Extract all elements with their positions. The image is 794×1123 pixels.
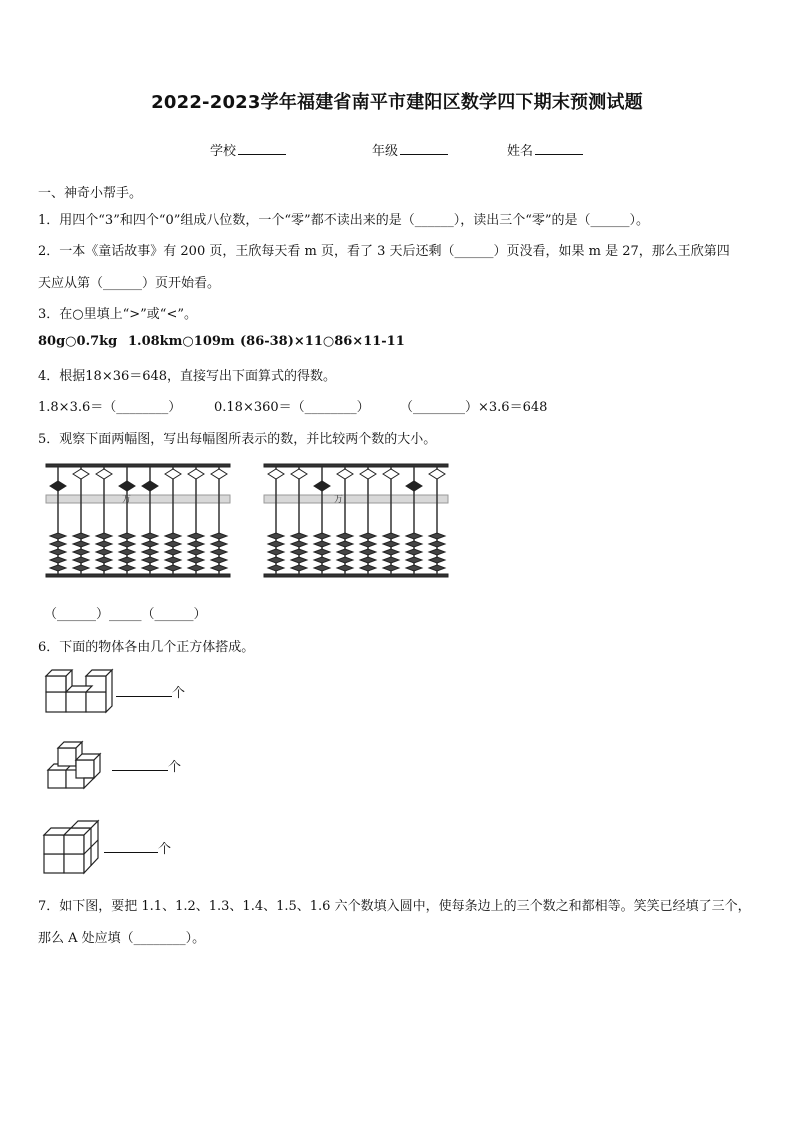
abacus-bead bbox=[383, 533, 399, 539]
abacus-bead bbox=[429, 557, 445, 563]
cube-answer-1 bbox=[116, 682, 185, 701]
question-2-line-1: 2．一本《童话故事》有 200 页，王欣每天看 m 页，看了 3 天后还剩（______）页没看，如果 m 是 27，那么王欣第四 bbox=[38, 244, 730, 259]
abacus-bead bbox=[188, 557, 204, 563]
abacus-bead bbox=[429, 533, 445, 539]
abacus-bead bbox=[142, 565, 158, 571]
abacus-bead bbox=[314, 541, 330, 547]
school-blank bbox=[238, 142, 286, 155]
abacus-bead bbox=[383, 469, 399, 479]
question-6: 6．下面的物体各由几个正方体搭成。 bbox=[38, 640, 255, 655]
abacus-bead bbox=[96, 557, 112, 563]
abacus-bead bbox=[50, 565, 66, 571]
abacus-bead bbox=[406, 549, 422, 555]
abacus-bead bbox=[211, 541, 227, 547]
abacus-bead bbox=[50, 481, 66, 491]
abacus-bead bbox=[406, 557, 422, 563]
abacus-bead bbox=[73, 469, 89, 479]
abacus-bead bbox=[337, 533, 353, 539]
grade-label: 年级 bbox=[372, 144, 399, 159]
abacus-right bbox=[262, 462, 452, 582]
abacus-bead bbox=[96, 565, 112, 571]
abacus-bead bbox=[165, 533, 181, 539]
cube-answer-3 bbox=[104, 838, 171, 857]
abacus-right-label: 万 bbox=[334, 494, 344, 504]
abacus-bead bbox=[383, 557, 399, 563]
abacus-bead bbox=[142, 481, 158, 491]
grade-blank bbox=[400, 142, 448, 155]
abacus-bead bbox=[337, 541, 353, 547]
abacus-bead bbox=[268, 533, 284, 539]
abacus-bead bbox=[383, 565, 399, 571]
abacus-bead bbox=[314, 557, 330, 563]
abacus-bead bbox=[429, 549, 445, 555]
abacus-bead bbox=[360, 469, 376, 479]
abacus-bead bbox=[314, 533, 330, 539]
abacus-bead bbox=[211, 565, 227, 571]
abacus-bead bbox=[165, 565, 181, 571]
abacus-bead bbox=[291, 533, 307, 539]
abacus-left bbox=[44, 462, 234, 582]
abacus-bead bbox=[360, 565, 376, 571]
abacus-bead bbox=[268, 469, 284, 479]
abacus-bead bbox=[165, 549, 181, 555]
abacus-bead bbox=[406, 533, 422, 539]
cube-figure-1 bbox=[44, 668, 114, 716]
question-2-line-2: 天应从第（______）页开始看。 bbox=[38, 276, 221, 291]
abacus-bead bbox=[314, 565, 330, 571]
abacus-bead bbox=[314, 549, 330, 555]
abacus-bead bbox=[142, 541, 158, 547]
abacus-bead bbox=[360, 557, 376, 563]
abacus-bead bbox=[429, 565, 445, 571]
abacus-bead bbox=[211, 469, 227, 479]
question-5: 5．观察下面两幅图，写出每幅图所表示的数，并比较两个数的大小。 bbox=[38, 432, 437, 447]
abacus-bead bbox=[337, 565, 353, 571]
abacus-bead bbox=[383, 541, 399, 547]
abacus-bead bbox=[268, 541, 284, 547]
q4-item-2: 0.18×360＝（________） bbox=[214, 400, 370, 415]
name-label: 姓名 bbox=[507, 144, 534, 159]
abacus-bead bbox=[291, 469, 307, 479]
abacus-bead bbox=[429, 541, 445, 547]
abacus-left-label: 万 bbox=[122, 494, 132, 504]
abacus-bead bbox=[142, 549, 158, 555]
question-4: 4．根据18×36＝648，直接写出下面算式的得数。 bbox=[38, 369, 337, 384]
abacus-bead bbox=[337, 557, 353, 563]
abacus-bead bbox=[119, 565, 135, 571]
abacus-bead bbox=[268, 565, 284, 571]
abacus-bead bbox=[73, 533, 89, 539]
name-blank bbox=[535, 142, 583, 155]
cube-answer-2 bbox=[112, 756, 181, 775]
abacus-bead bbox=[119, 557, 135, 563]
abacus-bead bbox=[165, 469, 181, 479]
abacus-bead bbox=[165, 541, 181, 547]
q4-item-1: 1.8×3.6＝（________） bbox=[38, 400, 182, 415]
abacus-bead bbox=[211, 533, 227, 539]
abacus-bead bbox=[73, 549, 89, 555]
abacus-bead bbox=[268, 549, 284, 555]
name-field bbox=[507, 140, 583, 159]
abacus-bead bbox=[142, 533, 158, 539]
abacus-bead bbox=[50, 549, 66, 555]
abacus-bead bbox=[96, 469, 112, 479]
abacus-bead bbox=[314, 481, 330, 491]
abacus-bead bbox=[96, 549, 112, 555]
abacus-bead bbox=[268, 557, 284, 563]
q4-item-3: （________）×3.6＝648 bbox=[400, 400, 548, 415]
abacus-bead bbox=[119, 481, 135, 491]
q3-item-2: 1.08km○109m bbox=[128, 334, 235, 349]
abacus-bead bbox=[188, 541, 204, 547]
q3-item-3: (86-38)×11○86×11-11 bbox=[240, 334, 405, 349]
abacus-bead bbox=[73, 565, 89, 571]
cube-unit-3: 个 bbox=[158, 842, 172, 857]
abacus-bead bbox=[188, 533, 204, 539]
abacus-bead bbox=[73, 557, 89, 563]
abacus-bead bbox=[50, 541, 66, 547]
abacus-bead bbox=[211, 557, 227, 563]
question-7-line-2: 那么 A 处应填（________）。 bbox=[38, 931, 206, 946]
abacus-bead bbox=[119, 549, 135, 555]
question-3: 3．在○里填上“>”或“<”。 bbox=[38, 307, 197, 322]
abacus-bead bbox=[360, 549, 376, 555]
q3-item-1: 80g○0.7kg bbox=[38, 334, 118, 349]
abacus-bead bbox=[142, 557, 158, 563]
abacus-bead bbox=[165, 557, 181, 563]
abacus-bead bbox=[406, 565, 422, 571]
abacus-bead bbox=[211, 549, 227, 555]
q5-answer: （______）_____（______） bbox=[44, 607, 207, 622]
abacus-bead bbox=[429, 469, 445, 479]
abacus-bead bbox=[291, 565, 307, 571]
abacus-bead bbox=[50, 533, 66, 539]
cube-unit-1: 个 bbox=[172, 686, 186, 701]
abacus-bead bbox=[291, 541, 307, 547]
abacus-bead bbox=[96, 541, 112, 547]
abacus-bead bbox=[119, 541, 135, 547]
question-7-line-1: 7．如下图，要把 1.1、1.2、1.3、1.4、1.5、1.6 六个数填入圆中，使每条边上的三个数之和都相等。笑笑已经填了三个， bbox=[38, 899, 751, 914]
abacus-bead bbox=[188, 469, 204, 479]
abacus-bead bbox=[291, 557, 307, 563]
section-heading: 一、神奇小帮手。 bbox=[38, 186, 143, 201]
abacus-bead bbox=[337, 469, 353, 479]
abacus-bead bbox=[360, 533, 376, 539]
cube-figure-3 bbox=[42, 818, 100, 876]
abacus-bead bbox=[337, 549, 353, 555]
question-1: 1．用四个“3”和四个“0”组成八位数，一个“零”都不读出来的是（______），读出三个“零”的是（______）。 bbox=[38, 213, 649, 228]
abacus-bead bbox=[96, 533, 112, 539]
school-field bbox=[210, 140, 286, 159]
abacus-bead bbox=[360, 541, 376, 547]
cube-figure-2 bbox=[44, 734, 110, 792]
abacus-bead bbox=[406, 481, 422, 491]
grade-field bbox=[372, 140, 448, 159]
abacus-bead bbox=[383, 549, 399, 555]
abacus-bead bbox=[119, 533, 135, 539]
abacus-bead bbox=[73, 541, 89, 547]
cube-unit-2: 个 bbox=[168, 760, 182, 775]
abacus-bead bbox=[188, 549, 204, 555]
school-label: 学校 bbox=[210, 144, 237, 159]
abacus-bead bbox=[50, 557, 66, 563]
abacus-bead bbox=[406, 541, 422, 547]
abacus-bead bbox=[291, 549, 307, 555]
abacus-bead bbox=[188, 565, 204, 571]
page-title: 2022-2023学年福建省南平市建阳区数学四下期末预测试题 bbox=[151, 92, 643, 113]
